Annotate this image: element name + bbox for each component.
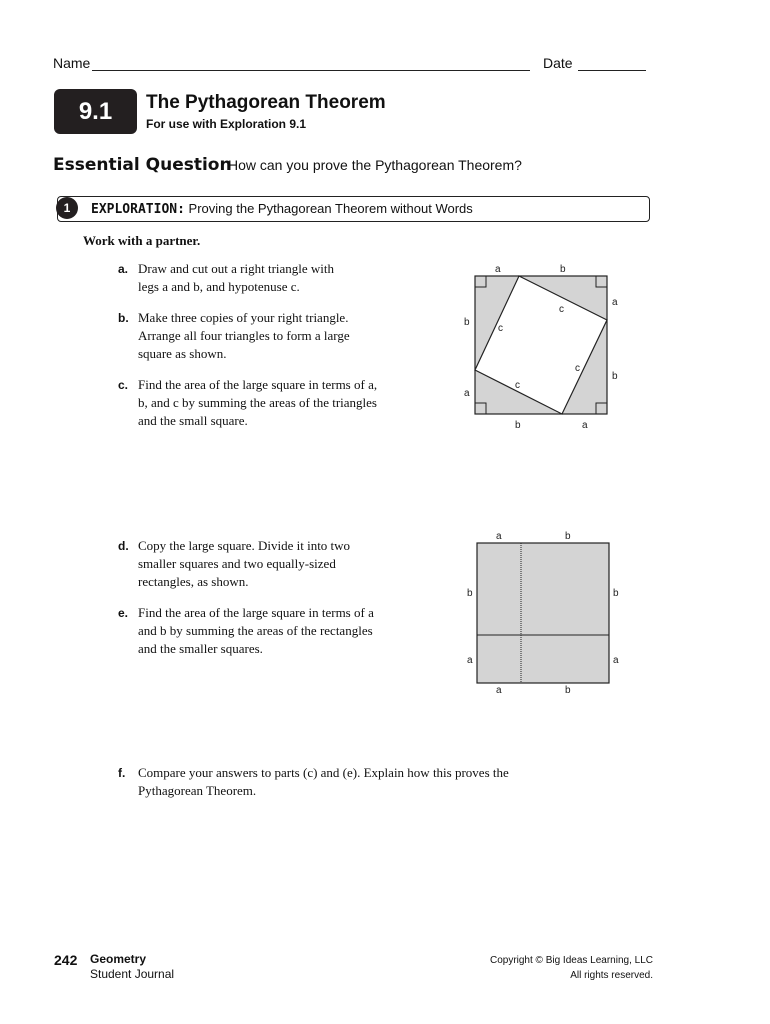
four-triangles-figure: [455, 258, 630, 438]
instructions: Work with a partner.: [83, 233, 201, 248]
outer-square: [477, 543, 609, 683]
name-label: Name: [53, 55, 91, 71]
item-d: d. Copy the large square. Divide it into two smaller squares and two equally-sized rectangles, as shown.: [118, 538, 351, 589]
essential-question-text: How can you prove the Pythagorean Theorem?: [228, 157, 522, 173]
item-f: f. Compare your answers to parts (c) and (e). Explain how this proves the Pythagorean Theorem.: [118, 765, 509, 798]
label-c-left: c: [498, 323, 503, 334]
exploration-label: EXPLORATION:: [91, 202, 185, 217]
label-bottom-b: b: [515, 420, 521, 431]
label-right-a: a: [612, 297, 618, 308]
page-number: 242: [54, 952, 78, 968]
label-left-b: b: [464, 317, 470, 328]
label-top-b: b: [565, 531, 571, 542]
exploration-heading: [91, 201, 473, 217]
lesson-number-badge: 9.1: [54, 89, 137, 134]
date-label: Date: [543, 55, 573, 71]
label-bottom-b: b: [565, 685, 571, 696]
label-bottom-a: a: [582, 420, 588, 431]
label-c-right: c: [575, 363, 580, 374]
label-left-a: a: [464, 388, 470, 399]
label-top-a: a: [496, 531, 502, 542]
item-c: c. Find the area of the large square in terms of a, b, and c by summing the areas of the triangles and the small square.: [118, 377, 378, 428]
label-c-top: c: [559, 304, 564, 315]
divided-square-figure: [455, 527, 630, 697]
essential-question-label: Essential Question: [53, 155, 232, 175]
label-left-b: b: [467, 588, 473, 599]
label-right-b: b: [612, 371, 618, 382]
journal-title: Student Journal: [90, 967, 175, 981]
label-left-a: a: [467, 655, 473, 666]
label-top-b: b: [560, 264, 566, 275]
item-a: a. Draw and cut out a right triangle with legs a and b, and hypotenuse c.: [118, 261, 335, 294]
lesson-title: The Pythagorean Theorem: [146, 92, 386, 113]
label-c-bottom: c: [515, 380, 520, 391]
lesson-subtitle: For use with Exploration 9.1: [146, 117, 307, 131]
date-field-line[interactable]: [578, 70, 646, 71]
label-right-b: b: [613, 588, 619, 599]
rights: All rights reserved.: [570, 970, 653, 981]
copyright: Copyright © Big Ideas Learning, LLC: [489, 955, 653, 966]
exploration-title: Proving the Pythagorean Theorem without Words: [188, 201, 473, 216]
exploration-number: 1: [56, 197, 78, 219]
label-top-a: a: [495, 264, 501, 275]
name-field-line[interactable]: [92, 70, 530, 71]
label-bottom-a: a: [496, 685, 502, 696]
book-title: Geometry: [90, 952, 147, 966]
label-right-a: a: [613, 655, 619, 666]
item-e: e. Find the area of the large square in terms of a and b by summing the areas of the rectangles and the smaller squares.: [118, 605, 374, 656]
item-b: b. Make three copies of your right triangle. Arrange all four triangles to form a large square as shown.: [118, 310, 350, 361]
